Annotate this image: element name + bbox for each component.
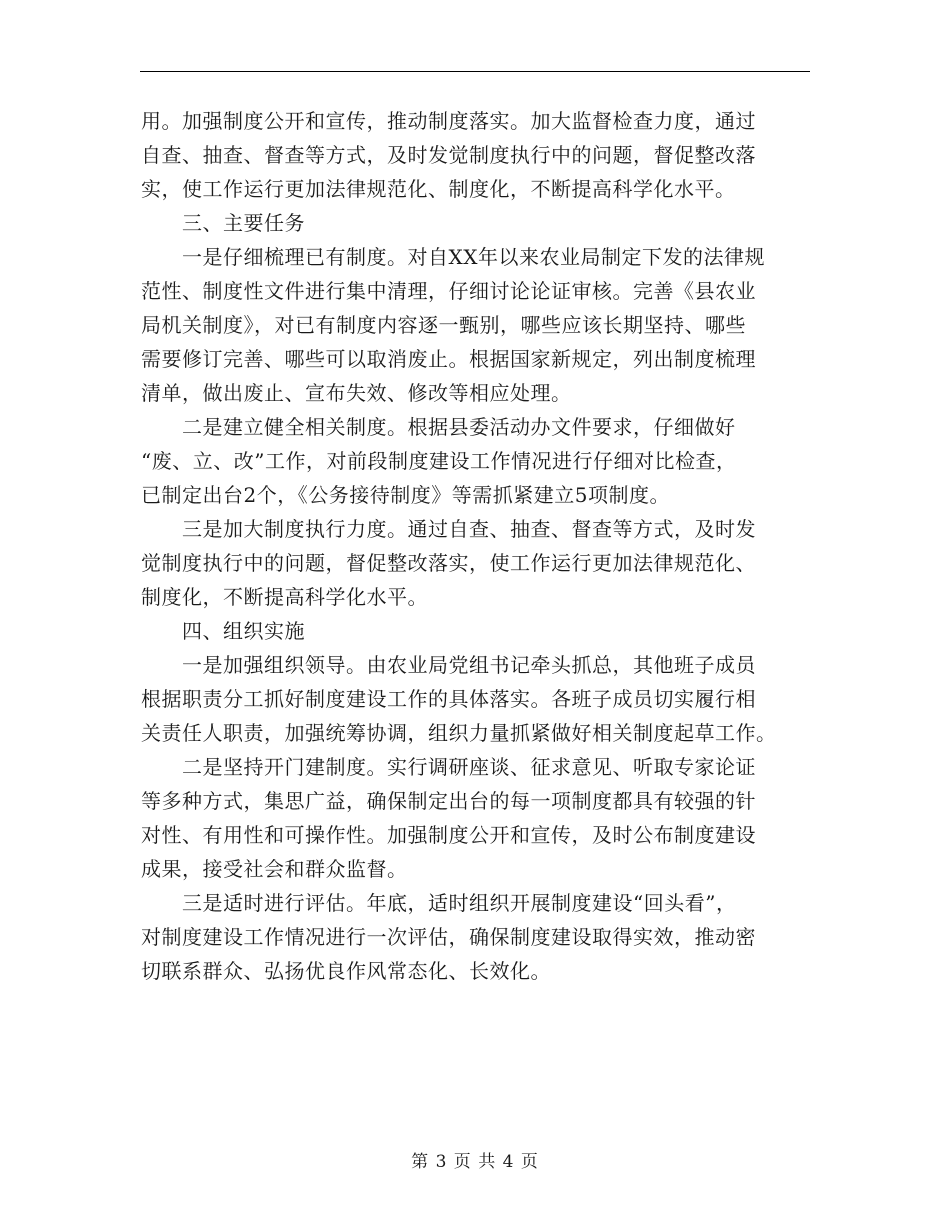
body-line: 根据职责分工抓好制度建设工作的具体落实。各班子成员切实履行相 xyxy=(141,687,756,711)
body-line: 一是仔细梳理已有制度。对自XX年以来农业局制定下发的法律规 xyxy=(141,245,765,269)
body-line: 自查、抽查、督查等方式，及时发觉制度执行中的问题，督促整改落 xyxy=(141,143,756,167)
body-line: 关责任人职责，加强统筹协调，组织力量抓紧做好相关制度起草工作。 xyxy=(141,721,777,745)
body-line: 实，使工作运行更加法律规范化、制度化，不断提高科学化水平。 xyxy=(141,177,736,201)
body-line: 三是适时进行评估。年底，适时组织开展制度建设“回头看”， xyxy=(141,891,737,915)
body-line: 等多种方式，集思广益，确保制定出台的每一项制度都具有较强的针 xyxy=(141,789,756,813)
body-line: 二是坚持开门建制度。实行调研座谈、征求意见、听取专家论证 xyxy=(141,755,756,779)
body-line: 觉制度执行中的问题，督促整改落实，使工作运行更加法律规范化、 xyxy=(141,551,756,575)
body-line: 三是加大制度执行力度。通过自查、抽查、督查等方式，及时发 xyxy=(141,517,756,541)
body-line: 已制定出台2个，《公务接待制度》等需抓紧建立5项制度。 xyxy=(141,483,670,507)
body-line: 对制度建设工作情况进行一次评估，确保制度建设取得实效，推动密 xyxy=(141,925,756,949)
section-heading: 三、主要任务 xyxy=(141,211,305,235)
body-line: 局机关制度》，对已有制度内容逐一甄别，哪些应该长期坚持、哪些 xyxy=(141,313,746,337)
body-line: 范性、制度性文件进行集中清理，仔细讨论论证审核。完善《县农业 xyxy=(141,279,756,303)
page-number-footer: 第 3 页 共 4 页 xyxy=(411,1152,539,1172)
body-line: 用。加强制度公开和宣传，推动制度落实。加大监督检查力度，通过 xyxy=(141,109,756,133)
body-line: 清单，做出废止、宣布失效、修改等相应处理。 xyxy=(141,381,572,405)
body-line: 切联系群众、弘扬优良作风常态化、长效化。 xyxy=(141,959,551,983)
section-heading: 四、组织实施 xyxy=(141,619,305,643)
body-line: 对性、有用性和可操作性。加强制度公开和宣传，及时公布制度建设 xyxy=(141,823,756,847)
body-line: 制度化，不断提高科学化水平。 xyxy=(141,585,428,609)
header-rule xyxy=(140,71,810,72)
body-line: 需要修订完善、哪些可以取消废止。根据国家新规定，列出制度梳理 xyxy=(141,347,756,371)
body-line: “废、立、改”工作，对前段制度建设工作情况进行仔细对比检查， xyxy=(141,449,737,473)
body-line: 一是加强组织领导。由农业局党组书记牵头抓总，其他班子成员 xyxy=(141,653,756,677)
document-body xyxy=(141,104,811,988)
body-line: 成果，接受社会和群众监督。 xyxy=(141,857,408,881)
body-line: 二是建立健全相关制度。根据县委活动办文件要求，仔细做好 xyxy=(141,415,736,439)
